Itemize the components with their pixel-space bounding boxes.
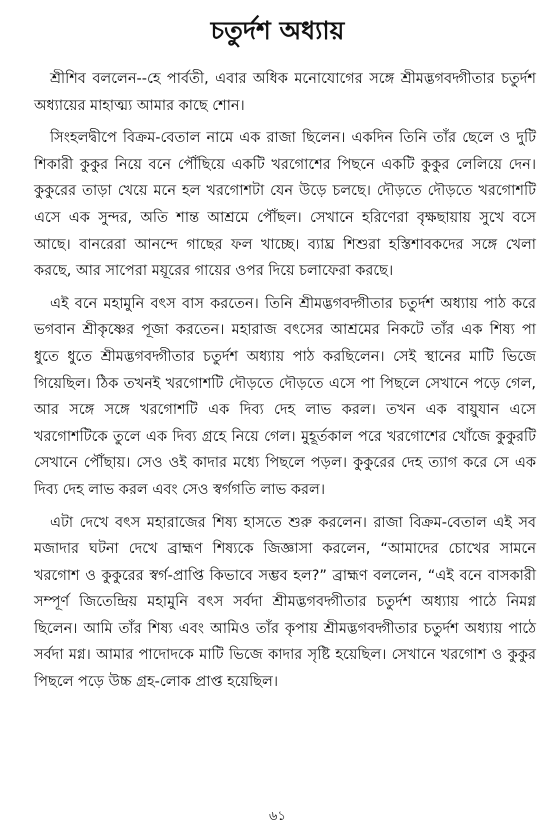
paragraph-4: এটা দেখে বৎস মহারাজের শিষ্য হাসতে শুরু করলেন। রাজা বিক্রম-বেতাল এই সব মজাদার ঘটনা দেখে ব্রাহ্মণ শিষ্যকে জিজ্ঞাসা করলেন, “আমাদের চোখের সামনে খরগোশ ও কুকুরের স্বর্গ-প্রাপ্তি কিভাবে সম্ভব হল?” ব্রাহ্মণ বললেন, “এই বনে বাসকারী সম্পূর্ণ জিতেন্দ্রিয় মহামুনি বৎস সর্বদা শ্রীমদ্ভগবদ্গীতার চতুর্দশ অধ্যায় পাঠে নিমগ্ন ছিলেন। আমি তাঁর শিষ্য এবং আমিও তাঁর কৃপায় শ্রীমদ্ভগবদ্গীতার চতুর্দশ অধ্যায় পাঠে সর্বদা মগ্ন। আমার পাদোদকে মাটি ভিজে কাদার সৃষ্টি হয়েছিল। সেখানে খরগোশ ও কুকুর পিছলে পড়ে উচ্চ গ্রহ-লোক প্রাপ্ত হয়েছিল। [34,514,536,691]
page-number: ৬১ [269,809,286,824]
chapter-title: চতুর্দশ অধ্যায় [210,16,345,45]
paragraph-2: সিংহলদ্বীপে বিক্রম-বেতাল নামে এক রাজা ছিলেন। একদিন তিনি তাঁর ছেলে ও দুটি শিকারী কুকুর নিয়ে বনে পৌঁছিয়ে একটি খরগোশের পিছনে একটি কুকুর লেলিয়ে দেন। কুকুরের তাড়া খেয়ে মনে হল খরগোশটা যেন উড়ে চলছে। দৌড়তে দৌড়তে খরগোশটি এসে এক সুন্দর, অতি শান্ত আশ্রমে পৌঁছল। সেখানে হরিণেরা বৃক্ষছায়ায় সুখে বসে আছে। বানরেরা আনন্দে গাছের ফল খাচ্ছে। ব্যাঘ্র শিশুরা হস্তিশাবকদের সঙ্গে খেলা করছে, আর সাপেরা ময়ূরের গায়ের ওপর দিয়ে চলাফেরা করছে। [34,130,536,280]
chapter-body [34,66,536,696]
paragraph-1: শ্রীশিব বললেন--হে পার্বতী, এবার অধিক মনোযোগের সঙ্গে শ্রীমদ্ভগবদ্গীতার চতুর্দশ অধ্যায়ের মাহাত্ম্য আমার কাছে শোন। [34,71,536,114]
paragraph-3: এই বনে মহামুনি বৎস বাস করতেন। তিনি শ্রীমদ্ভগবদ্গীতার চতুর্দশ অধ্যায় পাঠ করে ভগবান শ্রীকৃষ্ণের পূজা করতেন। মহারাজ বৎসের আশ্রমের নিকটে তাঁর এক শিষ্য পা ধুতে ধুতে শ্রীমদ্ভগবদ্গীতার চতুর্দশ অধ্যায় পাঠ করছিলেন। সেই স্থানের মাটি ভিজে গিয়েছিল। ঠিক তখনই খরগোশটি দৌড়তে দৌড়তে এসে পা পিছলে সেখানে পড়ে গেল, আর সঙ্গে সঙ্গে খরগোশটি এক দিব্য দেহ লাভ করল। তখন এক বায়ুযান এসে খরগোশটিকে তুলে এক দিব্য গ্রহে নিয়ে গেল। মুহূর্তকাল পরে খরগোশের খোঁজে কুকুরটি সেখানে পৌঁছায়। সেও ওই কাদার মধ্যে পিছলে পড়ল। কুকুরের দেহ ত্যাগ করে সে এক দিব্য দেহ লাভ করল এবং সেও স্বর্গগতি লাভ করল। [34,295,536,498]
